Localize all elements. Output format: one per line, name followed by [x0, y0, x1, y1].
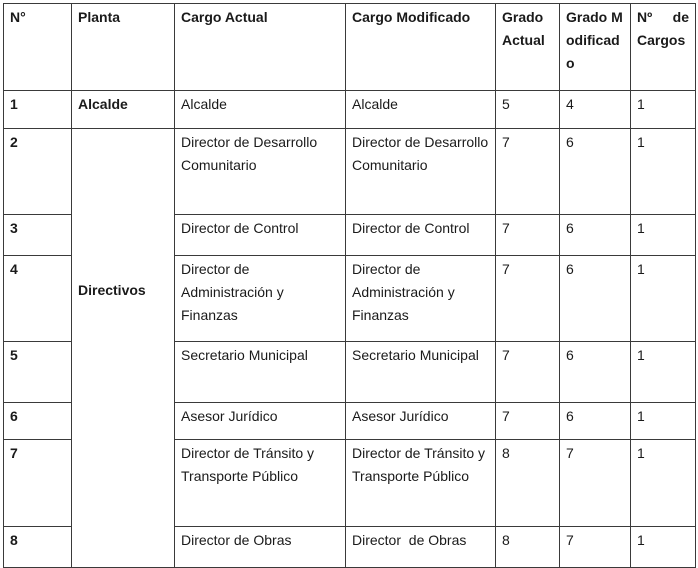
n-cargos: 1	[631, 342, 696, 403]
header-cargo-actual: Cargo Actual	[175, 4, 346, 91]
cargo-modificado: Director de Administración y Finanzas	[346, 256, 496, 342]
grado-actual: 5	[496, 91, 560, 129]
header-n-cargos: Nº de Cargos	[631, 4, 696, 91]
cargo-modificado: Alcalde	[346, 91, 496, 129]
grado-actual: 7	[496, 403, 560, 440]
grado-actual: 8	[496, 440, 560, 527]
grado-modificado: 6	[560, 342, 631, 403]
cargo-actual: Director de Obras	[175, 527, 346, 568]
grado-actual: 7	[496, 342, 560, 403]
table-row	[4, 91, 696, 129]
n-cargos: 1	[631, 91, 696, 129]
header-cargo-modificado: Cargo Modificado	[346, 4, 496, 91]
n-cargos: 1	[631, 403, 696, 440]
n-cargos: 1	[631, 440, 696, 527]
grado-actual: 7	[496, 256, 560, 342]
cargo-actual: Asesor Jurídico	[175, 403, 346, 440]
grado-actual: 8	[496, 527, 560, 568]
n-cargos: 1	[631, 129, 696, 215]
row-number: 3	[4, 215, 72, 256]
row-number: 7	[4, 440, 72, 527]
n-cargos: 1	[631, 256, 696, 342]
cargo-modificado: Director de Control	[346, 215, 496, 256]
header-n: N°	[4, 4, 72, 91]
planta-directivos	[72, 129, 175, 568]
grado-actual: 7	[496, 129, 560, 215]
grado-modificado: 7	[560, 440, 631, 527]
cargo-modificado: Director de Desarrollo Comunitario	[346, 129, 496, 215]
cargo-modificado: Director de Obras	[346, 527, 496, 568]
grado-actual: 7	[496, 215, 560, 256]
cargo-actual: Director de Desarrollo Comunitario	[175, 129, 346, 215]
cargo-modificado: Asesor Jurídico	[346, 403, 496, 440]
grado-modificado: 4	[560, 91, 631, 129]
grado-modificado: 6	[560, 256, 631, 342]
table-row	[4, 129, 696, 215]
header-grado-modificado: Grado Modificado	[560, 4, 631, 91]
row-number: 5	[4, 342, 72, 403]
planta-alcalde: Alcalde	[72, 91, 175, 129]
row-number: 8	[4, 527, 72, 568]
cargo-actual: Secretario Municipal	[175, 342, 346, 403]
grado-modificado: 6	[560, 215, 631, 256]
cargos-table	[3, 3, 696, 568]
row-number: 6	[4, 403, 72, 440]
header-grado-actual: Grado Actual	[496, 4, 560, 91]
n-cargos: 1	[631, 527, 696, 568]
header-row	[4, 4, 696, 91]
cargo-actual: Director de Administración y Finanzas	[175, 256, 346, 342]
row-number: 2	[4, 129, 72, 215]
header-planta: Planta	[72, 4, 175, 91]
row-number: 1	[4, 91, 72, 129]
planta-directivos-label: Directivos	[78, 282, 146, 298]
cargo-modificado: Secretario Municipal	[346, 342, 496, 403]
row-number: 4	[4, 256, 72, 342]
grado-modificado: 7	[560, 527, 631, 568]
cargo-actual: Alcalde	[175, 91, 346, 129]
cargo-modificado: Director de Tránsito y Transporte Público	[346, 440, 496, 527]
cargo-actual: Director de Tránsito y Transporte Público	[175, 440, 346, 527]
grado-modificado: 6	[560, 403, 631, 440]
cargo-actual: Director de Control	[175, 215, 346, 256]
n-cargos: 1	[631, 215, 696, 256]
grado-modificado: 6	[560, 129, 631, 215]
